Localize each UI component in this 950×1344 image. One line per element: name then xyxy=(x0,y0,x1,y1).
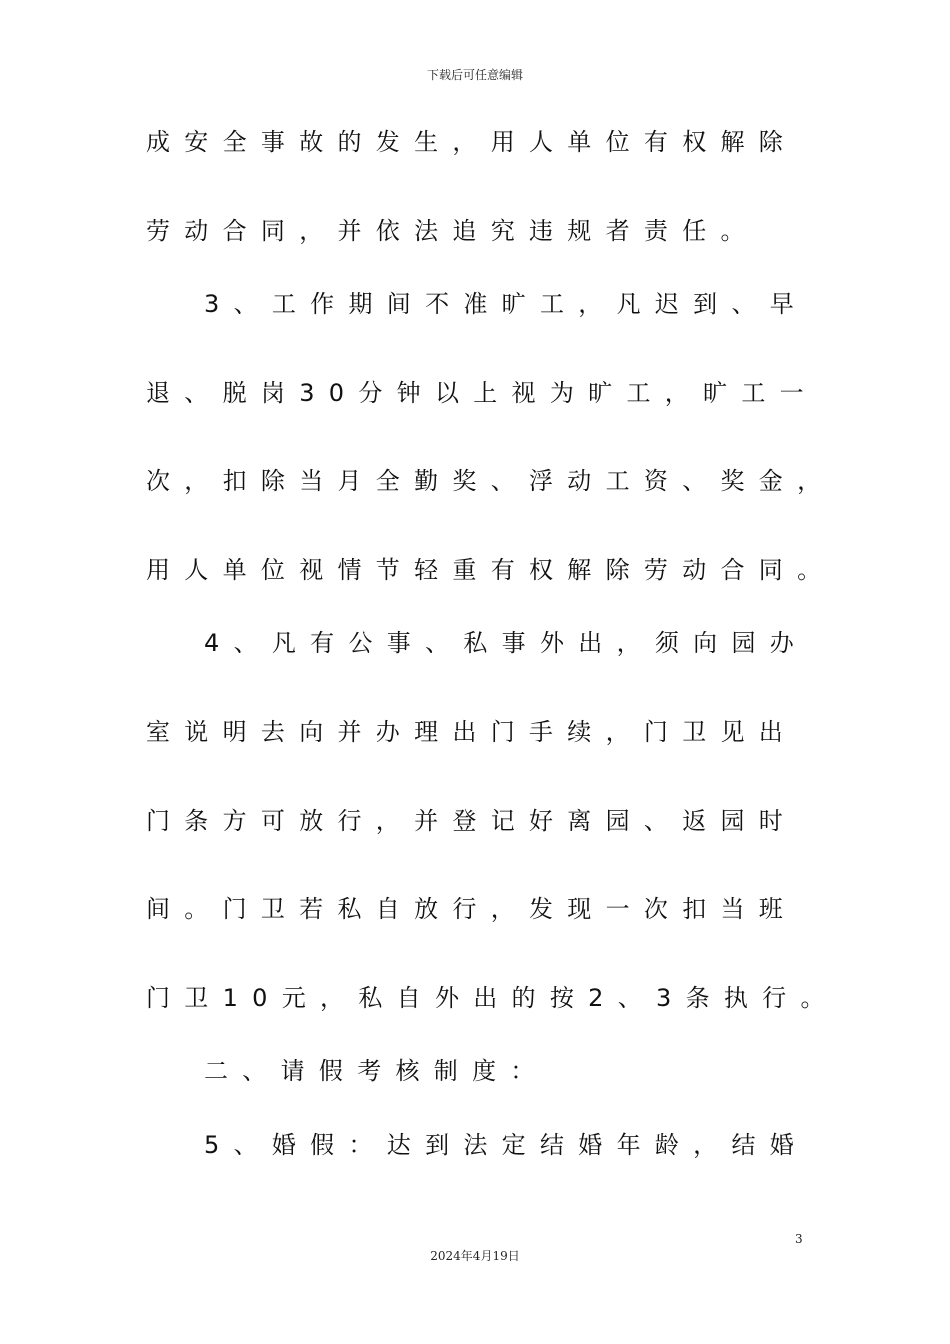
text-line: 室说明去向并办理出门手续，门卫见出 xyxy=(146,717,798,746)
text-line: 门条方可放行，并登记好离园、返园时 xyxy=(146,806,798,835)
text-line: 次，扣除当月全勤奖、浮动工资、奖金， xyxy=(146,467,836,496)
header-note: 下载后可任意编辑 xyxy=(426,68,523,82)
footer-date: 2024年4月19日 xyxy=(430,1249,520,1263)
paragraph-line: 3、工作期间不准旷工，凡迟到、早 xyxy=(204,290,809,319)
paragraph-line: 4、凡有公事、私事外出，须向园办 xyxy=(204,629,809,658)
document-body xyxy=(146,119,839,1210)
page-number: 3 xyxy=(795,1232,803,1246)
section-heading: 二、请假考核制度： xyxy=(204,1057,549,1086)
text-line: 门卫10元，私自外出的按2、3条执行。 xyxy=(146,983,839,1012)
text-line: 成安全事故的发生，用人单位有权解除 xyxy=(146,128,798,156)
text-line: 劳动合同，并依法追究违规者责任。 xyxy=(146,216,759,245)
paragraph-line: 5、婚假：达到法定结婚年龄，结婚 xyxy=(204,1130,809,1159)
text-line: 用人单位视情节轻重有权解除劳动合同。 xyxy=(146,555,836,584)
text-line: 间。门卫若私自放行，发现一次扣当班 xyxy=(146,895,798,924)
text-line: 退、脱岗30分钟以上视为旷工，旷工一 xyxy=(146,378,818,407)
